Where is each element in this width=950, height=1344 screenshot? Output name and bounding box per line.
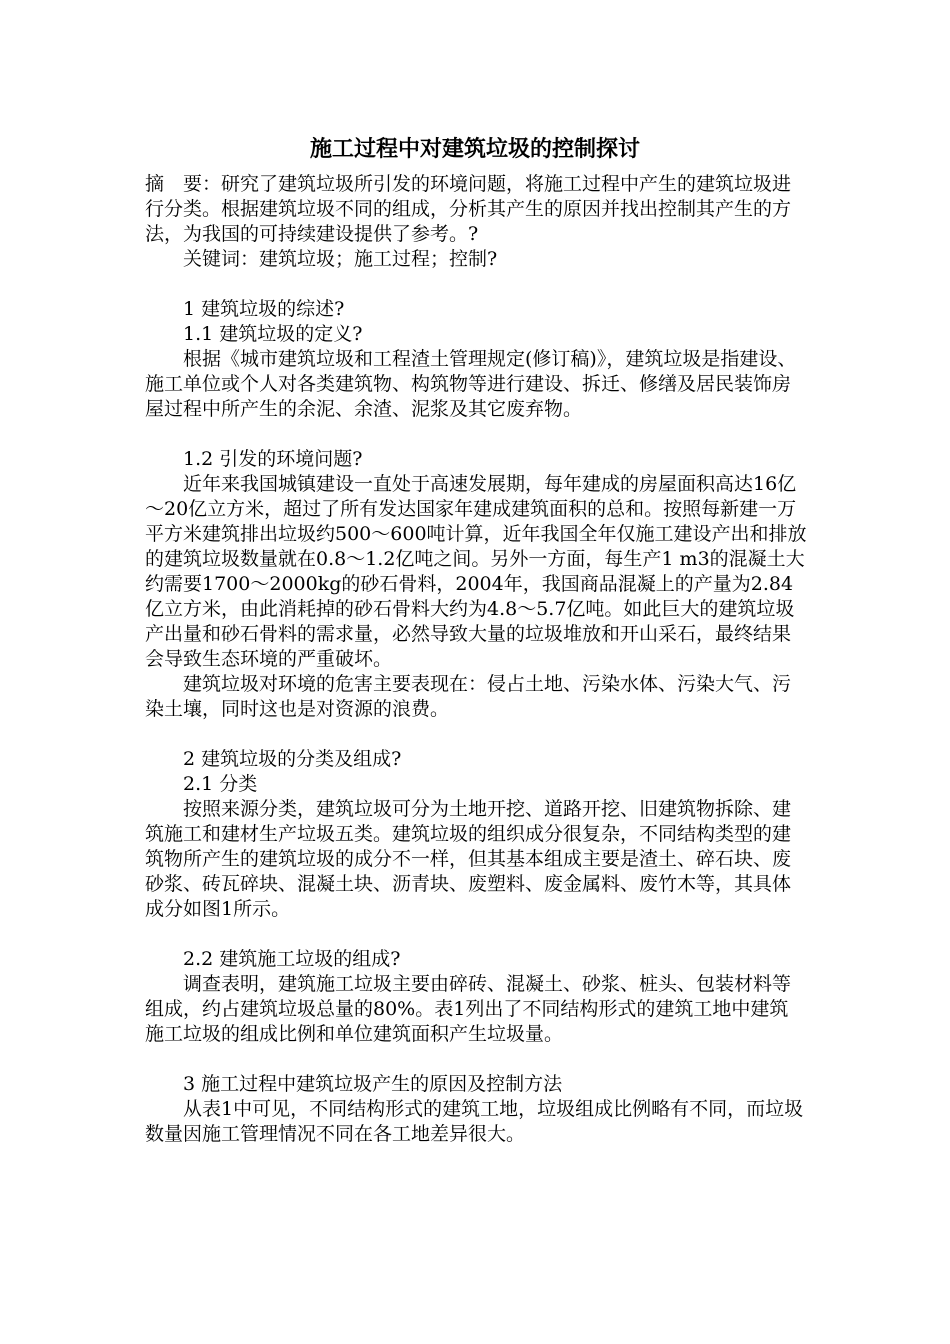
paragraph-gap: [145, 922, 807, 947]
section-2-heading: 2 建筑垃圾的分类及组成?: [183, 748, 402, 770]
keywords-line: 关键词：建筑垃圾；施工过程；控制?: [183, 248, 498, 270]
section-1-heading: 1 建筑垃圾的综述?: [183, 298, 345, 320]
abstract-paragraph: 摘 要：研究了建筑垃圾所引发的环境问题，将施工过程中产生的建筑垃圾进行分类。根据建筑垃圾不同的组成，分析其产生的原因并找出控制其产生的方法，为我国的可持续建设提供了参考。?: [145, 173, 792, 245]
paragraph-gap: [145, 272, 807, 297]
page-title: 施工过程中对建筑垃圾的控制探讨: [309, 137, 640, 162]
paragraph-gap: [145, 722, 807, 747]
section-1-2-heading: 1.2 引发的环境问题?: [183, 448, 363, 470]
section-2-2-heading: 2.2 建筑施工垃圾的组成?: [183, 948, 401, 970]
section-1-1-heading: 1.1 建筑垃圾的定义?: [183, 323, 363, 345]
section-2-1-heading: 2.1 分类: [183, 773, 258, 795]
section-2-2-paragraph: 调查表明，建筑施工垃圾主要由碎砖、混凝土、砂浆、桩头、包装材料等组成，约占建筑垃圾总量的80%。表1列出了不同结构形式的建筑工地中建筑施工垃圾的组成比例和单位建筑面积产生垃圾量。: [145, 973, 792, 1045]
paragraph-gap: [145, 1047, 807, 1072]
section-1-2-paragraph-1: 近年来我国城镇建设一直处于高速发展期，每年建成的房屋面积高达16亿～20亿立方米，超过了所有发达国家年建成建筑面积的总和。按照每新建一万平方米建筑排出垃圾约500～600吨计算，近年我国全年仅施工建设产出和排放的建筑垃圾数量就在0.8～1.2亿吨之间。另外一方面，每生产1 m3的混凝土大约需要1700～2000kg的砂石骨料，2004年，我国商品混凝上的产量为2.84亿立方米，由此消耗掉的砂石骨料大约为4.8～5.7亿吨。如此巨大的建筑垃圾产出量和砂石骨料的需求量，必然导致大量的垃圾堆放和开山采石，最终结果会导致生态环境的严重破坏。: [145, 473, 807, 670]
paragraph-gap: [145, 422, 807, 447]
section-1-2-paragraph-2: 建筑垃圾对环境的危害主要表现在：侵占土地、污染水体、污染大气、污染土壤，同时这也是对资源的浪费。: [145, 673, 792, 720]
section-3-heading: 3 施工过程中建筑垃圾产生的原因及控制方法: [183, 1073, 563, 1095]
section-2-1-paragraph: 按照来源分类，建筑垃圾可分为土地开挖、道路开挖、旧建筑物拆除、建筑施工和建材生产垃圾五类。建筑垃圾的组织成分很复杂，不同结构类型的建筑物所产生的建筑垃圾的成分不一样，但其基本组成主要是渣土、碎石块、废砂浆、砖瓦碎块、混凝土块、沥青块、废塑料、废金属料、废竹木等，其具体成分如图1所示。: [145, 798, 792, 920]
section-1-1-paragraph: 根据《城市建筑垃圾和工程渣土管理规定(修订稿)》，建筑垃圾是指建设、施工单位或个人对各类建筑物、构筑物等进行建设、拆迁、修缮及居民装饰房屋过程中所产生的余泥、余渣、泥浆及其它废弃物。: [145, 348, 797, 420]
document-body: [145, 172, 807, 1147]
section-3-paragraph: 从表1中可见，不同结构形式的建筑工地，垃圾组成比例略有不同，而垃圾数量因施工管理情况不同在各工地差异很大。: [145, 1098, 804, 1145]
